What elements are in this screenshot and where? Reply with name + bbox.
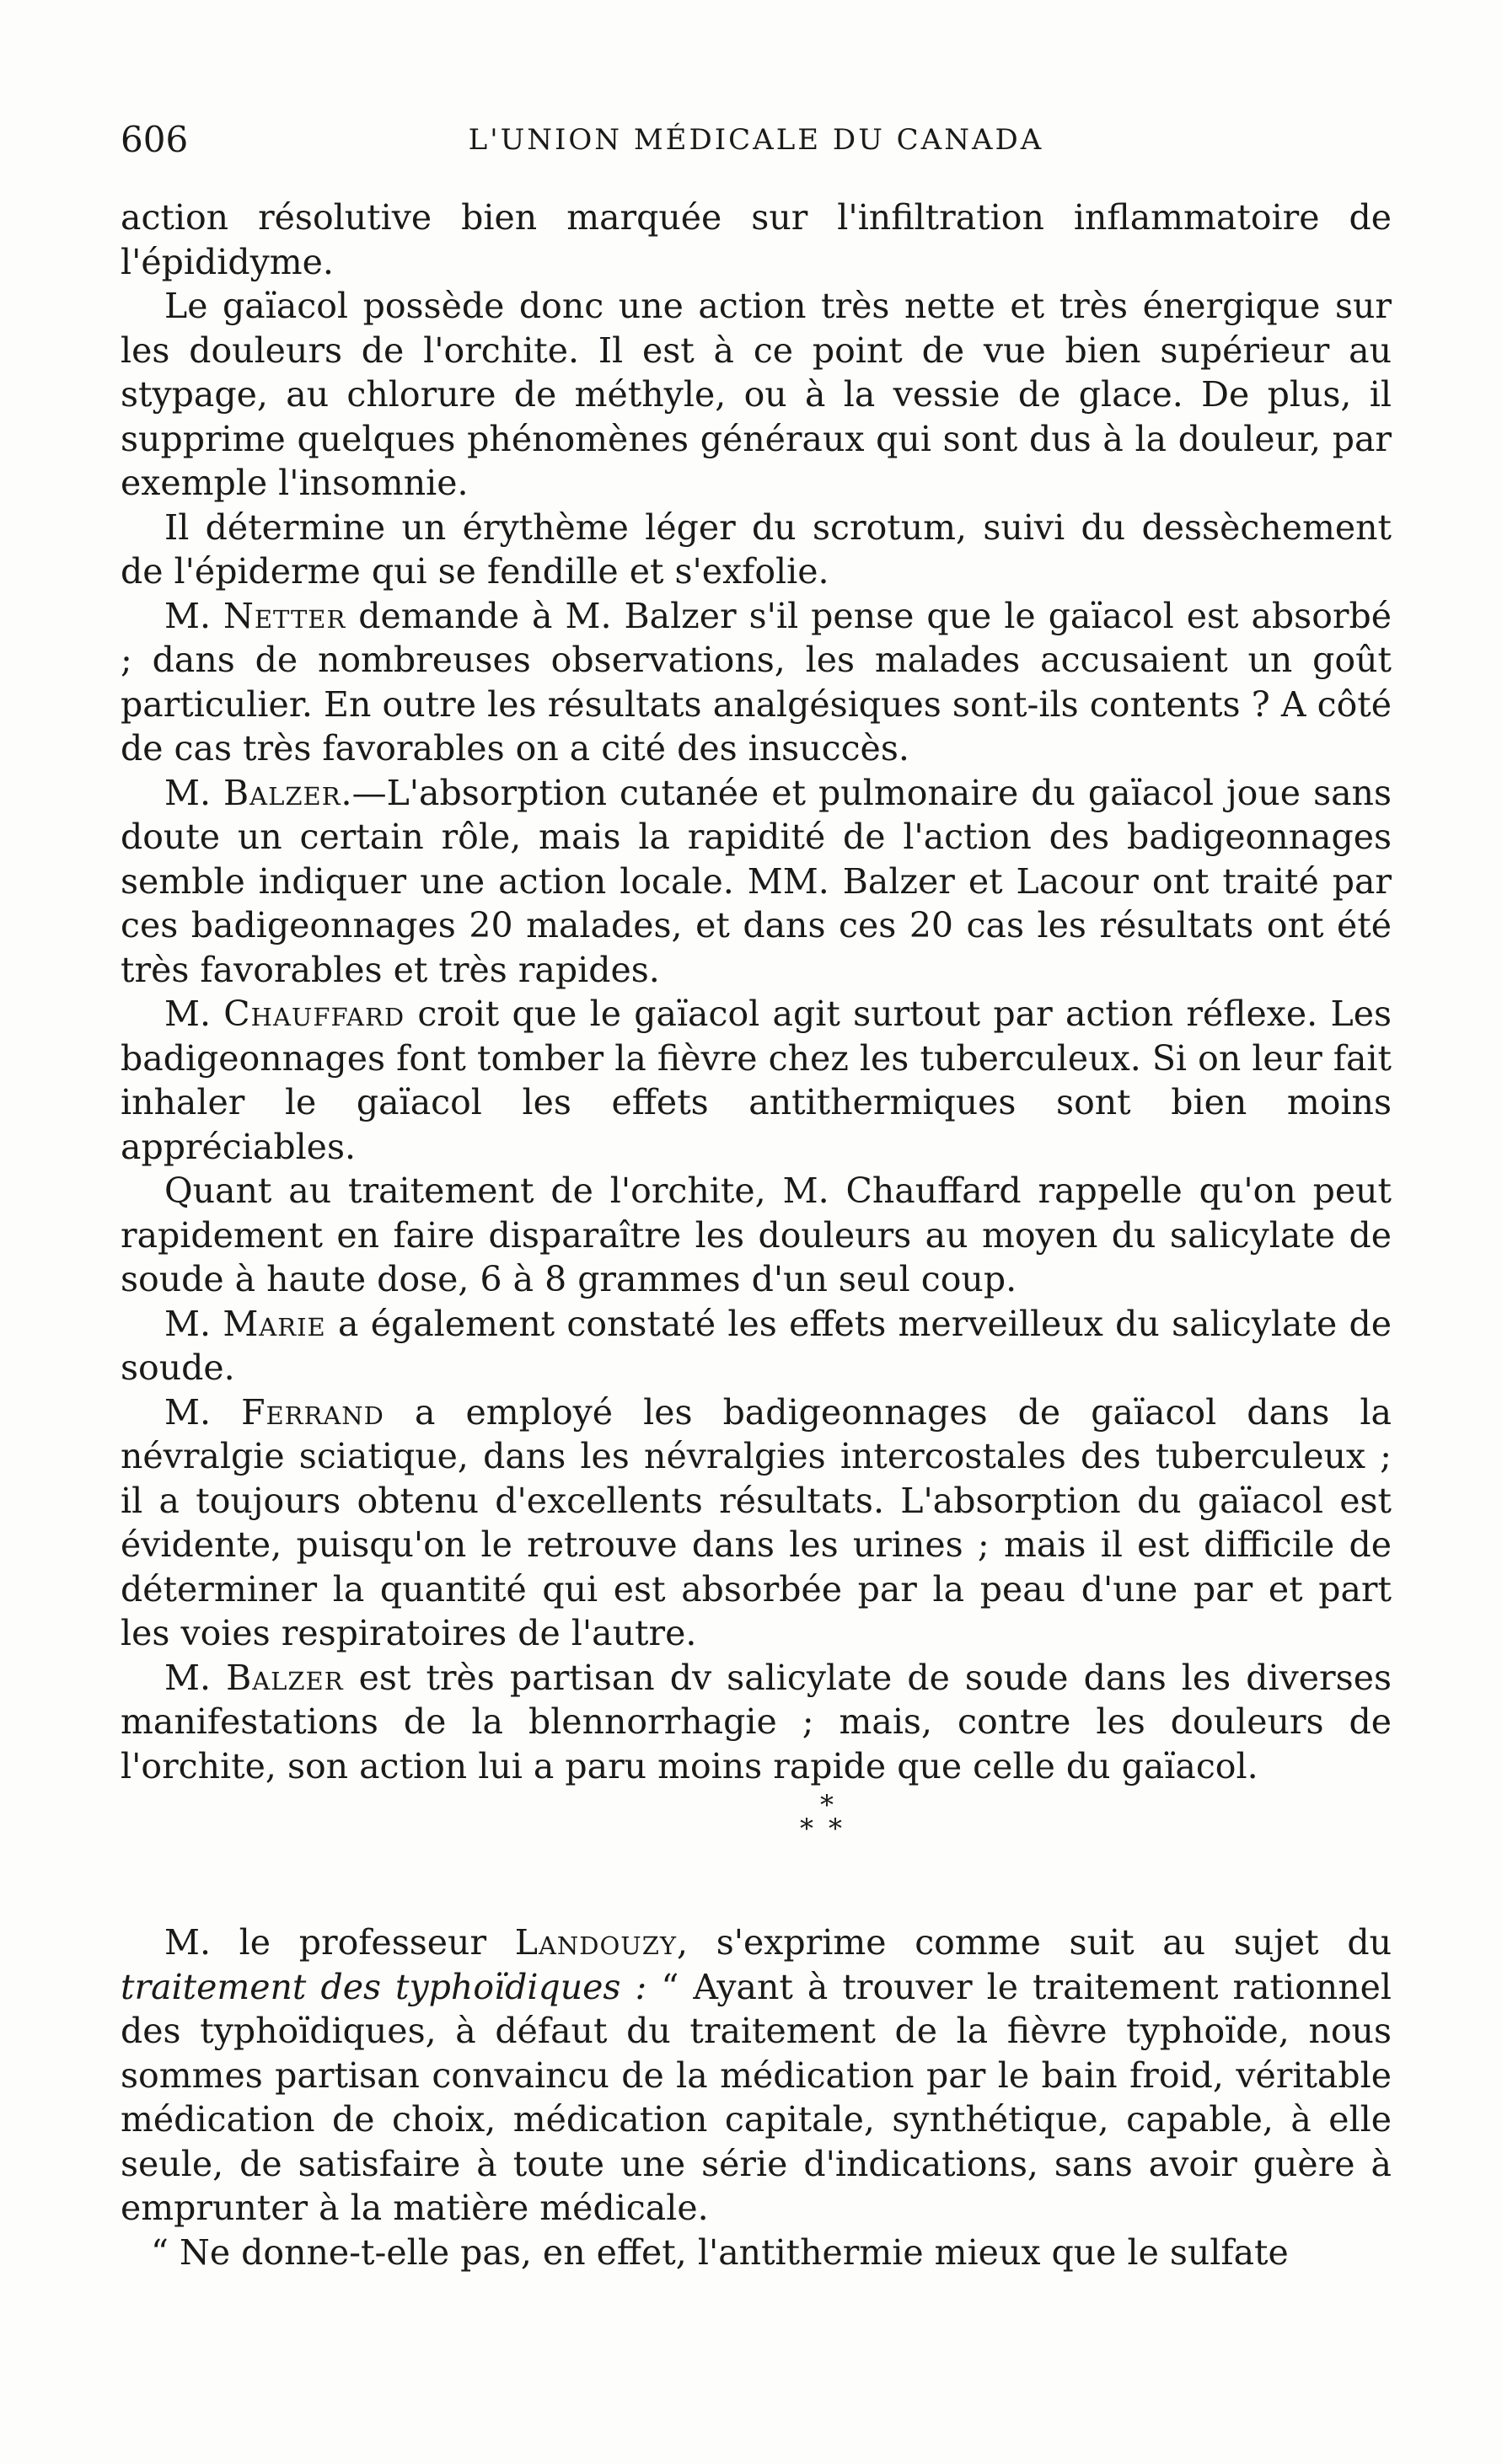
paragraph-8-lead: M. — [164, 1303, 223, 1344]
speaker-name: Netter — [223, 595, 346, 636]
paragraph-6-lead: M. — [164, 994, 224, 1034]
speaker-name: Balzer — [226, 1657, 344, 1698]
paragraph-1 — [121, 196, 1392, 284]
section-break-ornament — [121, 1788, 1392, 1920]
paragraph-11-lead: M. le professeur — [164, 1922, 515, 1963]
paragraph-5-lead: M. — [164, 772, 224, 813]
paragraph-12 — [121, 2231, 1392, 2275]
paragraph-9-text: a employé les badigeonnages de gaïacol dans la névralgie sciatique, dans les névralgies intercostales des tuberculeux ; il a toujours obtenu d'excellents résultats. L'absorption du gaïacol est évidente, puisqu'on le retrouve dans les urines ; mais il est difficile de déterminer la quantité qui est absorbée par la peau d'une par et part les voies respiratoires de l'autre. — [121, 1391, 1392, 1653]
paragraph-4-text: demande à M. Balzer s'il pense que le gaïacol est absorbé ; dans de nombreuses observations, les malades accusaient un goût particulier. En outre les résultats analgésiques sont-ils contents ? A côté de cas très favorables on a cité des insuccès. — [121, 595, 1392, 769]
paragraph-12-text: “ Ne donne-t-elle pas, en effet, l'antithermie mieux que le sulfate — [151, 2231, 1289, 2273]
paragraph-10-lead: M. — [164, 1657, 227, 1698]
paragraph-9 — [121, 1390, 1392, 1656]
paragraph-2-text: Le gaïacol possède donc une action très nette et très énergique sur les douleurs de l'orchite. Il est à ce point de vue bien supérieur au stypage, au chlorure de méthyle, ou à la vessie de glace. De plus, il supprime quelques phénomènes généraux qui sont dus à la douleur, par exemple l'insomnie. — [121, 286, 1392, 503]
paragraph-2 — [121, 284, 1392, 506]
speaker-name: Marie — [223, 1303, 326, 1344]
paragraph-10-text: est très partisan dv salicylate de soude dans les diverses manifestations de la blennorrhagie ; mais, contre les douleurs de l'orchite, son action lui a paru moins rapide que celle du gaïacol. — [121, 1657, 1392, 1786]
paragraph-5-text: .—L'absorption cutanée et pulmonaire du gaïacol joue sans doute un certain rôle, mais la rapidité de l'action des badigeonnages semble indiquer une action locale. MM. Balzer et Lacour ont traité par ces badigeonnages 20 malades, et dans ces 20 cas les résultats ont été très favorables et très rapides. — [121, 772, 1392, 990]
journal-title: L'UNION MÉDICALE DU CANADA — [468, 123, 1044, 157]
speaker-name: Ferrand — [241, 1391, 384, 1433]
paragraph-3 — [121, 506, 1392, 594]
paragraph-7 — [121, 1169, 1392, 1302]
paragraph-8-text: a également constaté les effets merveilleux du salicylate de soude. — [121, 1303, 1392, 1388]
paragraph-3-text: Il détermine un érythème léger du scrotum, suivi du dessèchement de l'épiderme qui se fendille et s'exfolie. — [121, 506, 1392, 592]
paragraph-4-lead: M. — [164, 595, 224, 636]
paragraph-6-text: croit que le gaïacol agit surtout par action réflexe. Les badigeonnages font tomber la fièvre chez les tuberculeux. Si on leur fait inhaler le gaïacol les effets antithermiques sont bien moins appréciables. — [121, 994, 1392, 1167]
paragraph-4 — [121, 594, 1392, 771]
speaker-name: Landouzy — [514, 1922, 678, 1963]
paragraph-6 — [121, 992, 1392, 1169]
paragraph-9-lead: M. — [164, 1391, 242, 1433]
speaker-name: Balzer — [223, 772, 341, 813]
paragraph-8 — [121, 1302, 1392, 1390]
paragraph-5 — [121, 771, 1392, 993]
body-text — [121, 196, 1392, 2274]
asterism-bottom: ** — [800, 1813, 857, 1845]
speaker-name: Chauffard — [223, 994, 405, 1034]
paragraph-11-text: “ Ayant à trouver le traitement rationnel des typhoïdiques, à défaut du traitement de la fièvre typhoïde, nous sommes partisan convaincu de la médication par le bain froid, véritable médication de choix, médication capitale, synthétique, capable, à elle seule, de satisfaire à toute une série d'indications, sans avoir guère à emprunter à la matière médicale. — [121, 1966, 1392, 2228]
paragraph-11-mid: , s'exprime comme suit au sujet du — [677, 1922, 1392, 1963]
page-number: 606 — [121, 119, 189, 160]
paragraph-11 — [121, 1920, 1392, 2231]
paragraph-10 — [121, 1656, 1392, 1789]
paragraph-1-text: action résolutive bien marquée sur l'infiltration inflammatoire de l'épididyme. — [121, 197, 1392, 282]
asterism-top: * — [820, 1789, 834, 1821]
running-head — [121, 115, 1392, 165]
paragraph-7-text: Quant au traitement de l'orchite, M. Chauffard rappelle qu'on peut rapidement en faire disparaître les douleurs au moyen du salicylate de soude à haute dose, 6 à 8 grammes d'un seul coup. — [121, 1170, 1392, 1299]
italic-topic: traitement des typhoïdiques : — [121, 1966, 647, 2007]
